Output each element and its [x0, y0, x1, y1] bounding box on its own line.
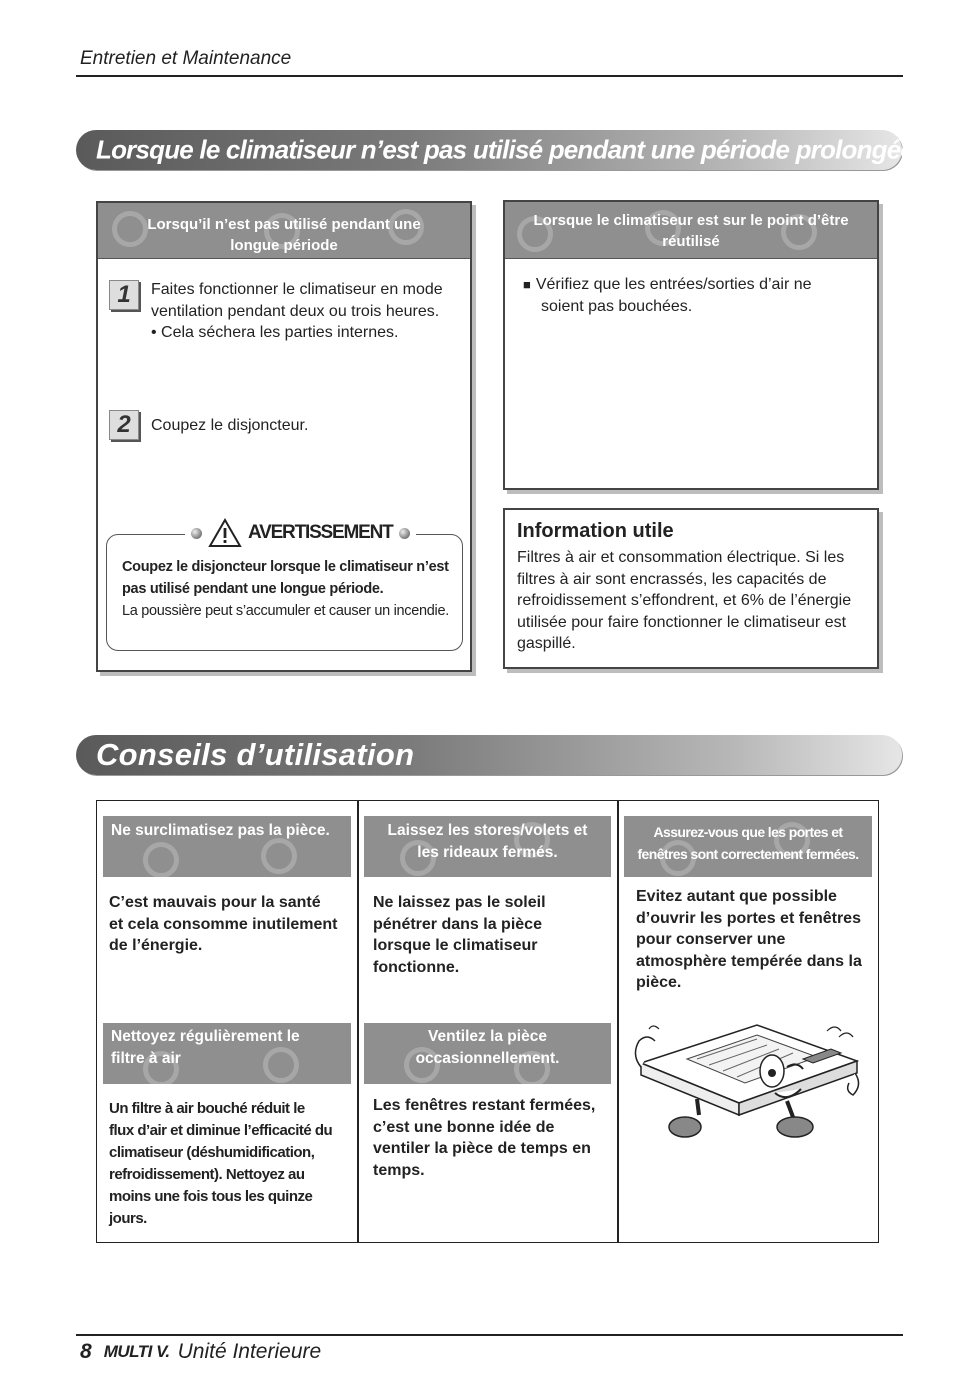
page-footer — [80, 1340, 321, 1364]
warning-title: AVERTISSEMENT — [185, 516, 416, 550]
column-divider — [357, 801, 359, 1242]
section-title: Entretien et Maintenance — [80, 48, 292, 69]
step-2-text: Coupez le disjoncteur. — [151, 417, 309, 434]
tips-grid — [96, 800, 879, 1243]
reuse-box-heading — [505, 202, 877, 259]
tip-heading-no-overcool: Ne surclimatisez pas la pièce. — [103, 816, 351, 877]
step-number-2: 2 — [109, 410, 139, 440]
tip-heading-clean-filter: Nettoyez régulièrement le filtre à air — [103, 1023, 351, 1084]
info-text: Filtres à air et consommation électrique. Si les filtres à air sont encrassés, les capacités de refroidissement s’effondrent, et 6% de l’énergie utilisée pour faire fonctionner le climatiseur est gaspillé. — [517, 549, 852, 652]
tip-text-ventilate: Les fenêtres restant fermées, c’est une bonne idée de ventiler la pièce de temps en temps. — [373, 1097, 596, 1179]
banner-title: Conseils d’utilisation — [96, 737, 415, 772]
bullet-dot-icon — [191, 528, 202, 539]
page-number: 8 — [80, 1340, 92, 1363]
tip-heading-close-doors: Assurez-vous que les portes et fenêtres sont correctement fermées. — [624, 816, 872, 877]
tip-text-no-overcool: C’est mauvais pour la santé et cela consomme inutilement de l’énergie. — [109, 894, 338, 954]
bullet-dot-icon — [399, 528, 410, 539]
info-box — [503, 508, 879, 669]
column-divider — [617, 801, 619, 1242]
reuse-instructions: ■ Vérifiez que les entrées/sorties d’air ne soient pas bouchées. — [523, 276, 812, 315]
warning-text: Coupez le disjoncteur lorsque le climatiseur n’est pas utilisé pendant une longue période. La poussière peut s’accumuler et causer un incendie. — [122, 559, 449, 619]
info-title: Information utile — [517, 520, 674, 542]
step-number-1: 1 — [109, 280, 139, 310]
brand-logo: MULTI V. — [103, 1342, 170, 1361]
tip-heading-close-blinds: Laissez les stores/volets et les rideaux fermés. — [364, 816, 611, 877]
tip-text-close-doors: Evitez autant que possible d’ouvrir les portes et fenêtres pour conserver une atmosphère tempérée dans la pièce. — [636, 888, 862, 991]
tip-text-clean-filter: Un filtre à air bouché réduit le flux d’air et diminue l’efficacité du climatiseur (déshumidification, refroidissement). Nettoyez au moins une fois tous les quinze jours. — [109, 1100, 333, 1227]
header-divider — [76, 75, 903, 77]
cassette-air-conditioner-character-icon — [627, 1019, 873, 1141]
tip-text-close-blinds: Ne laissez pas le soleil pénétrer dans la pièce lorsque le climatiseur fonctionne. — [373, 894, 546, 976]
long-period-box — [96, 201, 472, 672]
warning-box — [106, 522, 463, 651]
long-period-box-heading — [98, 203, 470, 259]
footer-divider — [76, 1334, 903, 1336]
heading-text: Lorsqu’il n’est pas utilisé pendant une longue période — [147, 216, 421, 254]
warning-triangle-icon — [208, 518, 242, 548]
reuse-box — [503, 200, 879, 490]
footer-subtitle: Unité Interieure — [177, 1340, 322, 1363]
section-banner-tips — [76, 735, 902, 775]
step-1-text: Faites fonctionner le climatiseur en mode ventilation pendant deux ou trois heures. • Cela séchera les parties internes. — [151, 281, 443, 341]
tip-heading-ventilate: Ventilez la pièce occasionnellement. — [364, 1023, 611, 1084]
banner-title: Lorsque le climatiseur n’est pas utilisé pendant une période prolongée. — [96, 134, 921, 165]
section-banner-long-period — [76, 130, 921, 170]
heading-text: Lorsque le climatiseur est sur le point d’être réutilisé — [533, 212, 849, 250]
